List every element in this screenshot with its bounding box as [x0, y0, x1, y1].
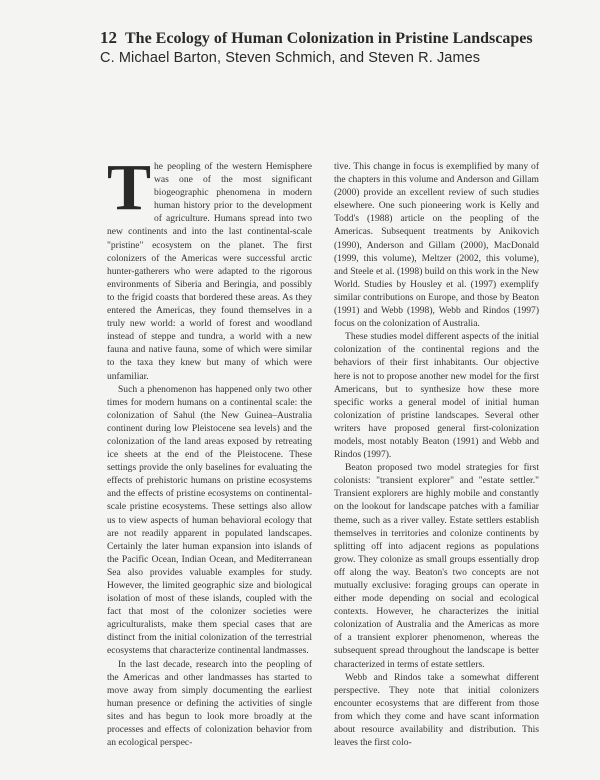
chapter-authors: C. Michael Barton, Steven Schmich, and Steven R. James	[100, 50, 481, 66]
paragraph: In the last decade, research into the peopling of the Americas and other landmasses has started to move away from simply documenting the earliest human presence or defining the activities of single sites and has begun to look more broadly at the processes and effects of colonization behavior from an ecological perspec-	[107, 658, 312, 749]
paragraph: Beaton proposed two model strategies for first colonists: "transient explorer" and "estate settler." Transient explorers are highly mobile and constantly on the lookout for landscape patches with a familiar theme, such as a river valley. Estate settlers establish themselves in territories and colonize continents by splitting off into adjacent regions as populations grow. They colonize as small groups essentially drop off along the way. Beaton's two concepts are not mutually exclusive: foraging groups can operate in either mode depending on social and ecological contexts. However, he characterizes the initial colonization of Australia and the Americas as more of a transient explorer phenomenon, whereas the subsequent spread throughout the landscape is better characterized in terms of estate settlers.	[334, 462, 539, 670]
paragraph: Such a phenomenon has happened only two other times for modern humans on a continental scale: the colonization of Sahul (the New Guinea–Australia continent during low Pleistocene sea levels) and the colonization of the land areas exposed by retreating ice sheets at the end of the Pleistocene. These settings provide the only baselines for evaluating the effects of prehistoric humans on pristine ecosystems and the effects of pristine ecosystems on continental-scale pristine ecosystems. These settings also allow us to view aspects of human behavioral ecology that are not readily apparent in populated landscapes. Certainly the later human expansion into islands of the Pacific Ocean, Indian Ocean, and Mediterranean Sea also provides valuable examples for study. However, the limited geographic size and biological isolation of most of these islands, coupled with the fact that most of the colonizer societies were agriculturalists, make them special cases that are distinct from the initial colonization of the terrestrial ecosystems that characterize continental landmasses.	[107, 383, 312, 657]
drop-cap: T	[107, 151, 152, 224]
paragraph: Webb and Rindos take a somewhat different perspective. They note that initial colonizers encounter ecosystems that are different from those from which they come and have scant information about resource availability and distribution. This leaves the first colo-	[334, 671, 539, 749]
left-column	[107, 151, 312, 749]
right-column	[334, 160, 539, 749]
paragraph-text: he peopling of the western Hemisphere was one of the most significant biogeographic phenomena in modern human history prior to the development of agriculture. Humans spread into two new continents and into the last continental-scale "pristine" ecosystem on the planet. The first colonizers of the Americas were successful arctic hunter-gatherers who were adapted to the rigorous environments of Siberia and Beringia, and possibly to the frigid coasts that bordered these areas. As they entered the Americas, they found themselves in a truly new world: a world of forest and woodland instead of steppe and tundra, a world with a new fauna and native fauna, some of which were similar to the taxa they knew but many of which were unfamiliar.	[107, 161, 312, 382]
paragraph: tive. This change in focus is exemplified by many of the chapters in this volume and Anderson and Gillam (2000) provide an excellent review of such studies elsewhere. One such pioneering work is Kelly and Todd's (1988) article on the peopling of the Americas. Subsequent treatments by Anikovich (1990), Anderson and Gillam (2000), MacDonald (1999, this volume), Meltzer (2002, this volume), and Steele et al. (1998) build on this work in the New World. Studies by Housley et al. (1997) exemplify similar contributions on Europe, and those by Beaton (1991) and Webb (1998), Webb and Rindos (1997) focus on the colonization of Australia.	[334, 161, 539, 330]
paragraph	[107, 151, 312, 383]
chapter-header	[100, 28, 570, 66]
chapter-heading	[100, 28, 570, 48]
chapter-title: The Ecology of Human Colonization in Pristine Landscapes	[125, 30, 533, 47]
paragraph: These studies model different aspects of the initial colonization of the continental regions and the behaviors of their first inhabitants. Our objective here is not to propose another new model for the first Americans, but to synthesize how these more specific works a general model of initial human colonization of pristine landscapes. Several other writers have proposed general first-colonization models, most notably Beaton (1991) and Webb and Rindos (1997).	[334, 331, 539, 461]
chapter-number: 12	[100, 28, 117, 47]
